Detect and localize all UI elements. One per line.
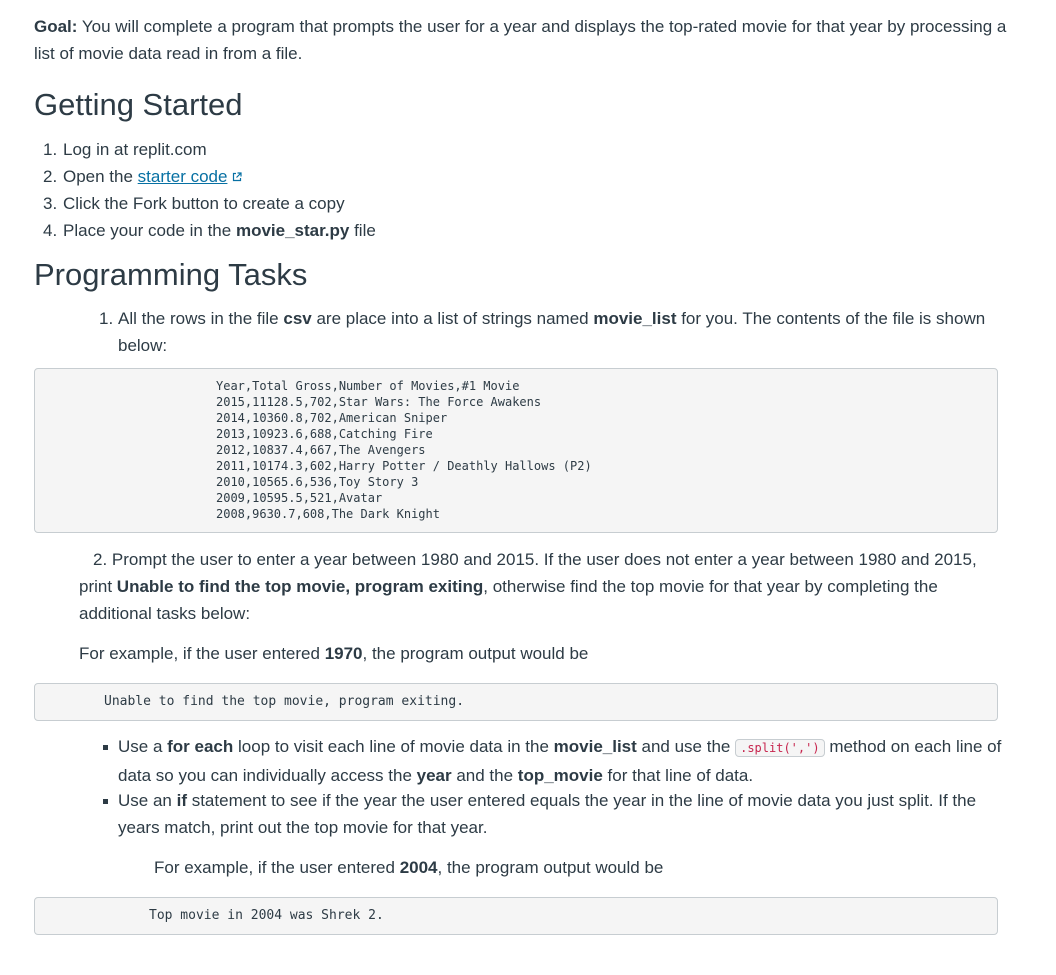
code-line: 2015,11128.5,702,Star Wars: The Force Awakens — [216, 395, 542, 409]
goal-label: Goal: — [34, 17, 78, 36]
code-line: Year,Total Gross,Number of Movies,#1 Movie — [216, 379, 520, 393]
code-line: 2010,10565.6,536,Toy Story 3 — [216, 475, 419, 489]
list-item: 4. Place your code in the movie_star.py file — [43, 221, 376, 240]
goal-text: You will complete a program that prompts the user for a year and displays the top-rated movie for that year by processing a list of movie data read in from a file. — [34, 17, 1007, 63]
csv-contents — [216, 378, 592, 522]
example-2-text: For example, if the user entered 2004, the program output would be — [154, 858, 664, 877]
code-line: 2008,9630.7,608,The Dark Knight — [216, 507, 440, 521]
programming-tasks-heading: Programming Tasks — [34, 257, 308, 292]
output-1-line: Unable to find the top movie, program exiting. — [104, 694, 465, 709]
task-2-text: 2. Prompt the user to enter a year between 1980 and 2015. If the user does not enter a year between 1980 and 2015, print Unable to find the top movie, program exiting, otherwise find the top movie for that year by completing the additional tasks below: — [79, 550, 977, 623]
bullet-1-text: Use a for each loop to visit each line of movie data in the movie_list and use the .split(',') method on each line of data so you can individually access the year and the top_movie for that line of data. — [118, 737, 1002, 785]
output-2-code-block — [34, 897, 998, 935]
code-line: 2009,10595.5,521,Avatar — [216, 491, 383, 505]
example-1-text: For example, if the user entered 1970, the program output would be — [79, 644, 589, 663]
starter-code-link[interactable]: starter code — [137, 167, 228, 186]
bullet-marker — [103, 799, 108, 804]
task-1: 1. All the rows in the file csv are place into a list of strings named movie_list for you. The contents of the file is shown below: — [99, 305, 999, 359]
output-1-code-block — [34, 683, 998, 721]
goal-paragraph — [34, 13, 1014, 67]
bullet-2-text: Use an if statement to see if the year the user entered equals the year in the line of movie data you just split. If the years match, print out the top movie for that year. — [118, 791, 977, 837]
filename: movie_star.py — [235, 221, 350, 240]
code-line: 2013,10923.6,688,Catching Fire — [216, 427, 433, 441]
list-item: 2. Open the starter code — [43, 163, 376, 190]
split-method-code: .split(',') — [735, 739, 824, 757]
csv-code-block — [34, 368, 998, 533]
output-2-line: Top movie in 2004 was Shrek 2. — [149, 908, 384, 923]
list-item: 3. Click the Fork button to create a copy — [43, 194, 345, 213]
code-line: 2012,10837.4,667,The Avengers — [216, 443, 426, 457]
task-1-text: All the rows in the file csv are place into a list of strings named movie_list for you. The contents of the file is shown below: — [118, 309, 986, 355]
code-line: 2014,10360.8,702,American Sniper — [216, 411, 448, 425]
getting-started-steps — [43, 136, 376, 244]
external-link-icon — [232, 172, 242, 182]
step-text: Click the Fork button to create a copy — [63, 194, 345, 213]
bullet-marker — [103, 745, 108, 750]
list-item: 1. Log in at replit.com — [43, 140, 207, 159]
getting-started-heading: Getting Started — [34, 87, 243, 122]
code-line: 2011,10174.3,602,Harry Potter / Deathly Hallows (P2) — [216, 459, 592, 473]
step-text: Log in at replit.com — [63, 140, 207, 159]
